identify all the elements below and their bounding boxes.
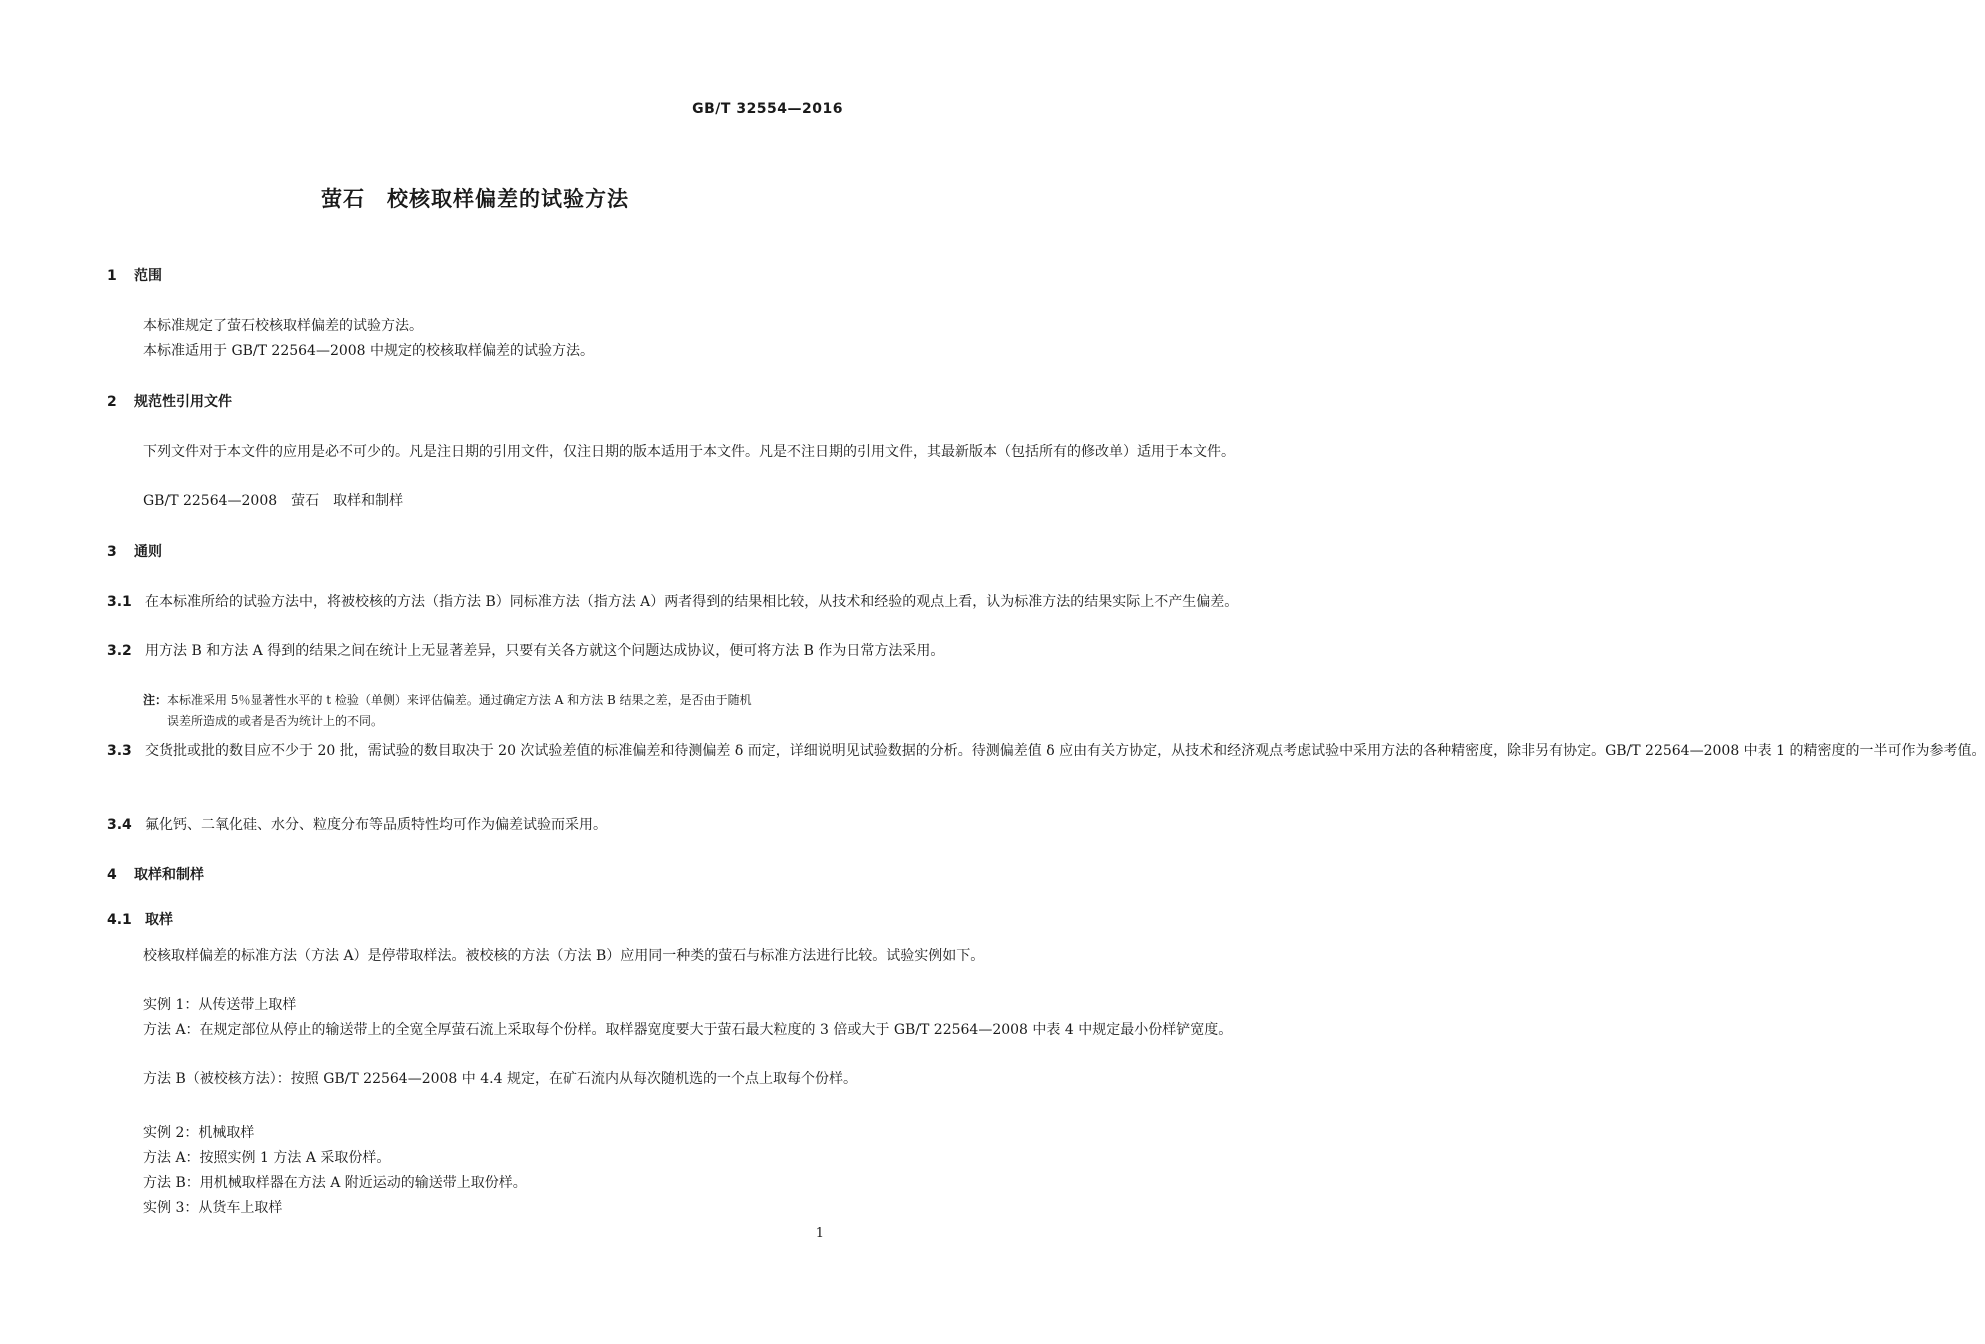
clause-3-2 <box>107 639 945 664</box>
section-1-heading <box>107 265 162 285</box>
section-number: 2 <box>107 394 117 410</box>
paragraph: 下列文件对于本文件的应用是必不可少的。凡是注日期的引用文件，仅注日期的版本适用于本文件。凡是不注日期的引用文件，其最新版本（包括所有的修改单）适用于本文件。 <box>143 444 1235 460</box>
example-title: 实例 2：机械取样 <box>143 1125 255 1141</box>
section-2-heading <box>107 391 232 411</box>
note-label: 注： <box>143 693 168 707</box>
example-title: 实例 1：从传送带上取样 <box>143 997 297 1013</box>
subsection-4-1-heading <box>107 909 173 929</box>
subsection-title: 取样 <box>145 912 173 928</box>
document-title: 萤石 校核取样偏差的试验方法 <box>321 187 629 211</box>
page-number: 1 <box>815 1226 824 1241</box>
section-title: 取样和制样 <box>134 867 204 883</box>
paragraph: 方法 A：在规定部位从停止的输送带上的全宽全厚萤石流上采取每个份样。取样器宽度要大于萤石最大粒度的 3 倍或大于 GB/T 22564—2008 中表 4 中规定最小份样铲宽度。 <box>143 1022 1233 1038</box>
paragraph: 方法 B：用机械取样器在方法 A 附近运动的输送带上取份样。 <box>143 1175 527 1191</box>
paragraph: 方法 B（被校核方法）：按照 GB/T 22564—2008 中 4.4 规定，在矿石流内从每次随机选的一个点上取每个份样。 <box>143 1071 857 1087</box>
clause-3-3 <box>107 739 1985 764</box>
clause-number: 3.4 <box>107 817 132 833</box>
section-number: 4 <box>107 867 117 883</box>
example-title: 实例 3：从货车上取样 <box>143 1200 283 1216</box>
clause-text: 交货批或批的数目应不少于 20 批，需试验的数目取决于 20 次试验差值的标准偏差和待测偏差 δ 而定，详细说明见试验数据的分析。待测偏差值 δ 应由有关方协定，从技术和经济观点考虑试验中采用方法的各种精密度，除非另有协定。GB/T 22564—2008 中表 1 的精密度的一半可作为参考值。 <box>145 743 1985 759</box>
section-title: 范围 <box>134 268 162 284</box>
note <box>143 690 843 732</box>
paragraph: 校核取样偏差的标准方法（方法 A）是停带取样法。被校核的方法（方法 B）应用同一种类的萤石与标准方法进行比较。试验实例如下。 <box>143 948 985 964</box>
paragraph: 本标准适用于 GB/T 22564—2008 中规定的校核取样偏差的试验方法。 <box>143 343 595 359</box>
note-text-continued: 误差所造成的或者是否为统计上的不同。 <box>167 714 384 728</box>
section-title: 规范性引用文件 <box>134 394 232 410</box>
clause-text: 氟化钙、二氧化硅、水分、粒度分布等品质特性均可作为偏差试验而采用。 <box>145 817 607 833</box>
standard-code: GB/T 32554—2016 <box>692 101 843 117</box>
clause-number: 3.3 <box>107 743 132 759</box>
subsection-number: 4.1 <box>107 912 132 928</box>
clause-text: 在本标准所给的试验方法中，将被校核的方法（指方法 B）同标准方法（指方法 A）两者得到的结果相比较，从技术和经验的观点上看，认为标准方法的结果实际上不产生偏差。 <box>145 594 1239 610</box>
note-text: 本标准采用 5％显著性水平的 t 检验（单侧）来评估偏差。通过确定方法 A 和方法 B 结果之差，是否由于随机 <box>167 693 752 707</box>
clause-text: 用方法 B 和方法 A 得到的结果之间在统计上无显著差异，只要有关各方就这个问题达成协议，便可将方法 B 作为日常方法采用。 <box>145 643 945 659</box>
section-title: 通则 <box>134 544 162 560</box>
clause-number: 3.2 <box>107 643 132 659</box>
clause-3-1 <box>107 590 1239 615</box>
paragraph: 方法 A：按照实例 1 方法 A 采取份样。 <box>143 1150 391 1166</box>
section-number: 3 <box>107 544 117 560</box>
normative-reference: GB/T 22564—2008 萤石 取样和制样 <box>143 493 404 509</box>
section-3-heading <box>107 541 162 561</box>
clause-number: 3.1 <box>107 594 132 610</box>
section-4-heading <box>107 864 204 884</box>
paragraph: 本标准规定了萤石校核取样偏差的试验方法。 <box>143 318 423 334</box>
section-number: 1 <box>107 268 117 284</box>
clause-3-4 <box>107 813 843 838</box>
